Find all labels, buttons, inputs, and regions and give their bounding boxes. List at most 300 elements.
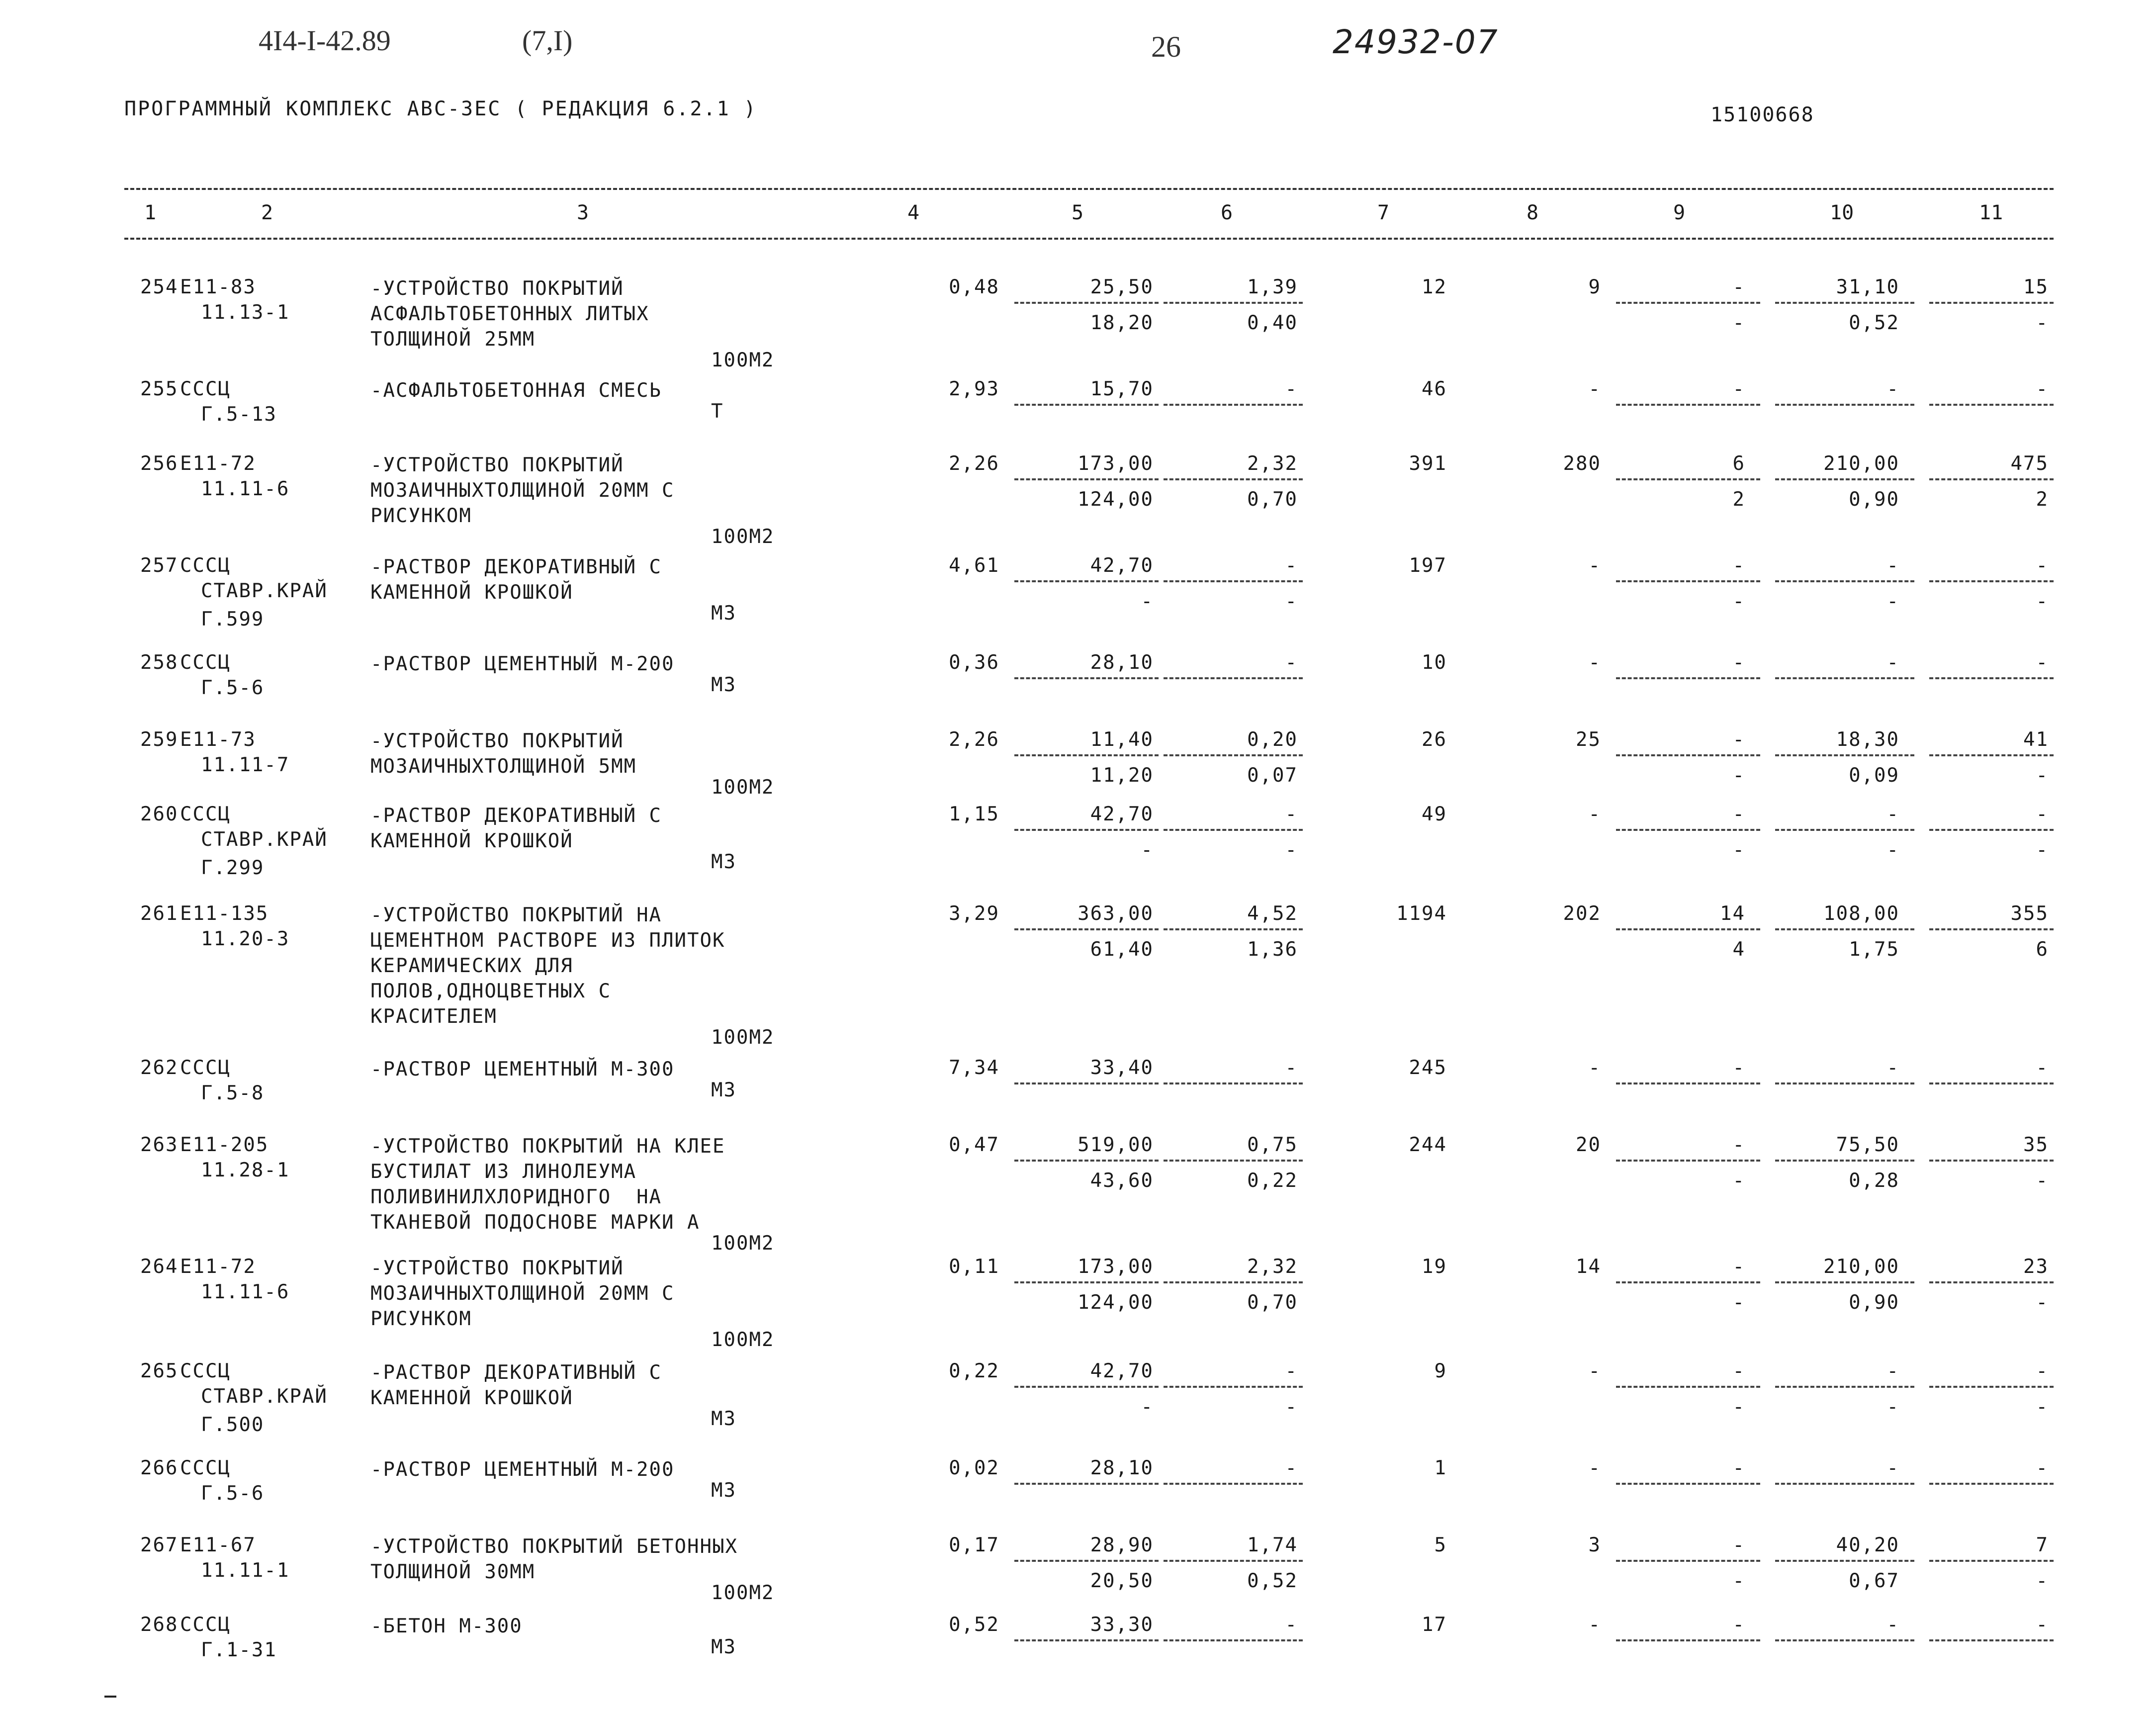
wages-cost: - bbox=[1588, 651, 1601, 674]
labor-per-unit: - bbox=[1886, 1057, 1899, 1079]
machine-wages: - bbox=[1732, 1570, 1745, 1592]
row-number: 262 bbox=[140, 1057, 179, 1079]
column-header: 10 bbox=[1830, 201, 1854, 224]
machine-wages: - bbox=[1732, 312, 1745, 334]
dashed-separator bbox=[1929, 478, 2054, 480]
labor-total: 15 bbox=[2023, 276, 2049, 298]
norm-code: СССЦ bbox=[180, 1457, 231, 1479]
machinist-labor-per-unit: - bbox=[1886, 590, 1899, 613]
norm-code: Е11-135 bbox=[180, 902, 269, 925]
quantity: 1,15 bbox=[949, 803, 999, 825]
work-name-line: КАМЕННОЙ КРОШКОЙ bbox=[370, 581, 573, 604]
labor-per-unit: 31,10 bbox=[1836, 276, 1899, 298]
unit-of-measure: М3 bbox=[711, 1408, 736, 1430]
quantity: 2,26 bbox=[949, 452, 999, 475]
unit-cost-total: 11,40 bbox=[1090, 728, 1154, 751]
unit-cost-machines: - bbox=[1285, 554, 1298, 577]
total-cost: 46 bbox=[1422, 378, 1447, 400]
norm-subcode: 11.11-6 bbox=[201, 478, 290, 500]
column-header: 2 bbox=[261, 201, 273, 224]
total-cost: 26 bbox=[1422, 728, 1447, 751]
norm-subcode: СТАВР.КРАЙ bbox=[201, 1385, 328, 1408]
row-number: 267 bbox=[140, 1534, 179, 1556]
unit-cost-total: 42,70 bbox=[1090, 554, 1154, 577]
column-header: 6 bbox=[1221, 201, 1233, 224]
column-header: 9 bbox=[1673, 201, 1686, 224]
norm-subcode: Г.5-8 bbox=[201, 1082, 265, 1104]
work-name-line: ЦЕМЕНТНОМ РАСТВОРЕ ИЗ ПЛИТОК bbox=[370, 929, 725, 952]
dashed-separator bbox=[1164, 302, 1303, 304]
work-name-line: -УСТРОЙСТВО ПОКРЫТИЙ БЕТОННЫХ bbox=[370, 1535, 738, 1558]
unit-of-measure: М3 bbox=[711, 1636, 736, 1658]
total-cost: 17 bbox=[1422, 1614, 1447, 1636]
dashed-separator bbox=[1929, 302, 2054, 304]
row-number: 254 bbox=[140, 276, 179, 298]
norm-subcode: 11.28-1 bbox=[201, 1159, 290, 1181]
quantity: 0,17 bbox=[949, 1534, 999, 1556]
work-name-line: -БЕТОН М-300 bbox=[370, 1615, 523, 1637]
dashed-separator bbox=[1164, 1386, 1303, 1388]
unit-machine-wages: 0,40 bbox=[1247, 312, 1298, 334]
unit-cost-total: 173,00 bbox=[1078, 1256, 1154, 1278]
dashed-separator bbox=[1616, 1483, 1760, 1485]
wages-cost: - bbox=[1588, 1614, 1601, 1636]
unit-cost-total: 28,90 bbox=[1090, 1534, 1154, 1556]
dashed-separator bbox=[1775, 478, 1914, 480]
work-name-line: МОЗАИЧНЫХТОЛЩИНОЙ 20ММ С bbox=[370, 1282, 675, 1305]
work-name-line: -РАСТВОР ЦЕМЕНТНЫЙ М-300 bbox=[370, 1058, 675, 1081]
quantity: 2,93 bbox=[949, 378, 999, 400]
work-name-line: -УСТРОЙСТВО ПОКРЫТИЙ bbox=[370, 277, 624, 300]
total-cost: 12 bbox=[1422, 276, 1447, 298]
labor-total: - bbox=[2036, 378, 2049, 400]
row-number: 264 bbox=[140, 1256, 179, 1278]
labor-total: - bbox=[2036, 651, 2049, 674]
total-cost: 244 bbox=[1409, 1134, 1447, 1156]
machinist-labor-per-unit: 0,52 bbox=[1849, 312, 1899, 334]
work-name-line: -УСТРОЙСТВО ПОКРЫТИЙ НА КЛЕЕ bbox=[370, 1135, 725, 1158]
unit-cost-machines: 1,74 bbox=[1247, 1534, 1298, 1556]
labor-total: - bbox=[2036, 1457, 2049, 1479]
work-name-line: МОЗАИЧНЫХТОЛЩИНОЙ 20ММ С bbox=[370, 479, 675, 502]
unit-machine-wages: - bbox=[1285, 590, 1298, 613]
dashed-separator bbox=[1775, 1160, 1914, 1162]
work-name-line: ТОЛЩИНОЙ 30ММ bbox=[370, 1561, 536, 1583]
wages-cost: 9 bbox=[1588, 276, 1601, 298]
dashed-separator bbox=[1616, 1560, 1760, 1562]
norm-code: СССЦ bbox=[180, 803, 231, 825]
labor-total: - bbox=[2036, 803, 2049, 825]
wages-cost: - bbox=[1588, 554, 1601, 577]
norm-subcode: СТАВР.КРАЙ bbox=[201, 580, 328, 602]
unit-of-measure: М3 bbox=[711, 1079, 736, 1101]
row-number: 268 bbox=[140, 1614, 179, 1636]
work-name-line: БУСТИЛАТ ИЗ ЛИНОЛЕУМА bbox=[370, 1161, 637, 1183]
dashed-separator bbox=[1616, 754, 1760, 756]
unit-machine-wages: - bbox=[1285, 839, 1298, 861]
machinist-labor-total: - bbox=[2036, 1170, 2049, 1192]
labor-total: 23 bbox=[2023, 1256, 2049, 1278]
machine-cost: - bbox=[1732, 554, 1745, 577]
machinist-labor-per-unit: 0,90 bbox=[1849, 488, 1899, 511]
unit-cost-machines: 4,52 bbox=[1247, 902, 1298, 925]
wages-cost: 14 bbox=[1576, 1256, 1601, 1278]
total-cost: 10 bbox=[1422, 651, 1447, 674]
dashed-separator bbox=[1775, 1483, 1914, 1485]
unit-of-measure: 100М2 bbox=[711, 776, 775, 799]
dashed-separator bbox=[1014, 1560, 1159, 1562]
unit-cost-machines: - bbox=[1285, 1360, 1298, 1382]
machine-cost: - bbox=[1732, 651, 1745, 674]
norm-subcode: 11.11-7 bbox=[201, 754, 290, 776]
dashed-separator bbox=[1014, 754, 1159, 756]
dashed-separator bbox=[1014, 580, 1159, 582]
wages-cost: 20 bbox=[1576, 1134, 1601, 1156]
unit-machine-wages: - bbox=[1285, 1396, 1298, 1418]
dashed-separator bbox=[1164, 478, 1303, 480]
machinist-labor-per-unit: - bbox=[1886, 1396, 1899, 1418]
labor-per-unit: 210,00 bbox=[1823, 452, 1899, 475]
total-cost: 197 bbox=[1409, 554, 1447, 577]
wages-cost: 3 bbox=[1588, 1534, 1601, 1556]
wages-cost: - bbox=[1588, 1360, 1601, 1382]
norm-subcode: 11.11-1 bbox=[201, 1559, 290, 1582]
work-name-line: ПОЛОВ,ОДНОЦВЕТНЫХ С bbox=[370, 980, 612, 1002]
work-name-line: РИСУНКОМ bbox=[370, 1308, 472, 1330]
wages-cost: - bbox=[1588, 378, 1601, 400]
dashed-separator bbox=[1929, 1639, 2054, 1641]
norm-code: СССЦ bbox=[180, 1360, 231, 1382]
unit-cost-machines: 2,32 bbox=[1247, 1256, 1298, 1278]
total-cost: 1194 bbox=[1396, 902, 1447, 925]
total-cost: 1 bbox=[1434, 1457, 1447, 1479]
document-id: 15100668 bbox=[1710, 103, 1814, 126]
dashed-separator bbox=[1775, 754, 1914, 756]
dashed-separator bbox=[1775, 829, 1914, 831]
machine-wages: 4 bbox=[1732, 938, 1745, 961]
dashed-separator bbox=[1616, 1082, 1760, 1084]
unit-of-measure: М3 bbox=[711, 1479, 736, 1502]
unit-wages: 124,00 bbox=[1078, 1291, 1154, 1314]
machine-cost: - bbox=[1732, 276, 1745, 298]
wages-cost: - bbox=[1588, 803, 1601, 825]
row-number: 266 bbox=[140, 1457, 179, 1479]
work-name-line: -РАСТВОР ЦЕМЕНТНЫЙ М-200 bbox=[370, 1458, 675, 1481]
machinist-labor-per-unit: - bbox=[1886, 839, 1899, 861]
work-name-line: КЕРАМИЧЕСКИХ ДЛЯ bbox=[370, 955, 573, 977]
dashed-separator bbox=[1164, 1483, 1303, 1485]
machine-cost: - bbox=[1732, 1614, 1745, 1636]
unit-cost-machines: - bbox=[1285, 651, 1298, 674]
dashed-separator bbox=[1929, 1386, 2054, 1388]
unit-cost-machines: 2,32 bbox=[1247, 452, 1298, 475]
row-number: 257 bbox=[140, 554, 179, 577]
dashed-separator bbox=[1616, 478, 1760, 480]
unit-of-measure: М3 bbox=[711, 674, 736, 696]
machinist-labor-per-unit: 0,90 bbox=[1849, 1291, 1899, 1314]
labor-total: - bbox=[2036, 554, 2049, 577]
unit-of-measure: Т bbox=[711, 400, 724, 423]
column-header: 7 bbox=[1377, 201, 1390, 224]
work-name-line: -АСФАЛЬТОБЕТОННАЯ СМЕСЬ bbox=[370, 379, 662, 402]
dashed-separator bbox=[1775, 1560, 1914, 1562]
dashed-separator bbox=[1929, 829, 2054, 831]
machinist-labor-per-unit: 0,09 bbox=[1849, 764, 1899, 787]
unit-machine-wages: 0,70 bbox=[1247, 1291, 1298, 1314]
row-number: 265 bbox=[140, 1360, 179, 1382]
dashed-separator bbox=[1014, 302, 1159, 304]
norm-reference: Г.299 bbox=[201, 857, 265, 879]
unit-machine-wages: 0,07 bbox=[1247, 764, 1298, 787]
unit-of-measure: 100М2 bbox=[711, 1232, 775, 1255]
norm-code: СССЦ bbox=[180, 651, 231, 674]
dashed-separator bbox=[1775, 580, 1914, 582]
document-code: 4I4-I-42.89 bbox=[259, 24, 391, 57]
machine-cost: - bbox=[1732, 1256, 1745, 1278]
labor-total: - bbox=[2036, 1614, 2049, 1636]
labor-total: 475 bbox=[2010, 452, 2049, 475]
machine-wages: - bbox=[1732, 764, 1745, 787]
quantity: 0,48 bbox=[949, 276, 999, 298]
dashed-separator bbox=[1164, 1639, 1303, 1641]
machinist-labor-total: - bbox=[2036, 1396, 2049, 1418]
machine-cost: 6 bbox=[1732, 452, 1745, 475]
norm-code: Е11-83 bbox=[180, 276, 256, 298]
dashed-separator bbox=[1616, 580, 1760, 582]
row-number: 256 bbox=[140, 452, 179, 475]
unit-cost-total: 42,70 bbox=[1090, 803, 1154, 825]
norm-subcode: Г.1-31 bbox=[201, 1639, 277, 1661]
dashed-separator bbox=[1616, 1160, 1760, 1162]
norm-subcode: 11.20-3 bbox=[201, 928, 290, 950]
dashed-separator bbox=[1164, 677, 1303, 679]
dashed-separator bbox=[1929, 677, 2054, 679]
work-name-line: ПОЛИВИНИЛХЛОРИДНОГО НА bbox=[370, 1186, 662, 1208]
row-number: 261 bbox=[140, 902, 179, 925]
machinist-labor-per-unit: 1,75 bbox=[1849, 938, 1899, 961]
machinist-labor-total: 6 bbox=[2036, 938, 2049, 961]
header-rule-bottom bbox=[124, 238, 2054, 240]
dashed-separator bbox=[1775, 1281, 1914, 1283]
quantity: 3,29 bbox=[949, 902, 999, 925]
total-cost: 49 bbox=[1422, 803, 1447, 825]
row-number: 258 bbox=[140, 651, 179, 674]
work-name-line: -РАСТВОР ДЕКОРАТИВНЫЙ С bbox=[370, 1361, 662, 1384]
norm-code: СССЦ bbox=[180, 378, 231, 400]
dashed-separator bbox=[1616, 404, 1760, 406]
dashed-separator bbox=[1775, 302, 1914, 304]
column-header: 11 bbox=[1979, 201, 2003, 224]
dashed-separator bbox=[1014, 404, 1159, 406]
dashed-separator bbox=[1164, 1160, 1303, 1162]
dashed-separator bbox=[1775, 404, 1914, 406]
machine-cost: - bbox=[1732, 803, 1745, 825]
dashed-separator bbox=[1616, 928, 1760, 930]
machine-cost: - bbox=[1732, 378, 1745, 400]
norm-code: Е11-67 bbox=[180, 1534, 256, 1556]
sheet-number: (7,I) bbox=[522, 24, 573, 57]
work-name-line: КАМЕННОЙ КРОШКОЙ bbox=[370, 1387, 573, 1409]
norm-code: СССЦ bbox=[180, 554, 231, 577]
wages-cost: 25 bbox=[1576, 728, 1601, 751]
norm-code: СССЦ bbox=[180, 1614, 231, 1636]
total-cost: 9 bbox=[1434, 1360, 1447, 1382]
norm-subcode: Г.5-13 bbox=[201, 403, 277, 426]
dashed-separator bbox=[1929, 1082, 2054, 1084]
unit-machine-wages: 0,70 bbox=[1247, 488, 1298, 511]
dashed-separator bbox=[1164, 928, 1303, 930]
dashed-separator bbox=[1014, 1160, 1159, 1162]
quantity: 0,11 bbox=[949, 1256, 999, 1278]
dashed-separator bbox=[1775, 1639, 1914, 1641]
dashed-separator bbox=[1014, 928, 1159, 930]
labor-total: - bbox=[2036, 1360, 2049, 1382]
quantity: 4,61 bbox=[949, 554, 999, 577]
quantity: 0,02 bbox=[949, 1457, 999, 1479]
norm-code: Е11-72 bbox=[180, 452, 256, 475]
work-name-line: АСФАЛЬТОБЕТОННЫХ ЛИТЫХ bbox=[370, 303, 649, 325]
work-name-line: ТОЛЩИНОЙ 25ММ bbox=[370, 328, 536, 351]
unit-cost-machines: - bbox=[1285, 803, 1298, 825]
quantity: 7,34 bbox=[949, 1057, 999, 1079]
quantity: 0,36 bbox=[949, 651, 999, 674]
unit-cost-machines: - bbox=[1285, 1457, 1298, 1479]
quantity: 0,47 bbox=[949, 1134, 999, 1156]
total-cost: 391 bbox=[1409, 452, 1447, 475]
handwritten-reference: 24932-07 bbox=[1333, 23, 1499, 61]
dashed-separator bbox=[1014, 478, 1159, 480]
dashed-separator bbox=[1929, 1160, 2054, 1162]
unit-cost-machines: 0,75 bbox=[1247, 1134, 1298, 1156]
norm-code: Е11-73 bbox=[180, 728, 256, 751]
dashed-separator bbox=[1929, 1560, 2054, 1562]
machinist-labor-total: 2 bbox=[2036, 488, 2049, 511]
column-header: 3 bbox=[577, 201, 589, 224]
dashed-separator bbox=[1014, 1386, 1159, 1388]
unit-machine-wages: 1,36 bbox=[1247, 938, 1298, 961]
labor-per-unit: - bbox=[1886, 554, 1899, 577]
labor-per-unit: 210,00 bbox=[1823, 1256, 1899, 1278]
unit-of-measure: 100М2 bbox=[711, 1582, 775, 1604]
wages-cost: 280 bbox=[1563, 452, 1601, 475]
labor-total: 7 bbox=[2036, 1534, 2049, 1556]
machine-wages: - bbox=[1732, 1170, 1745, 1192]
work-name-line: РИСУНКОМ bbox=[370, 505, 472, 527]
dashed-separator bbox=[1775, 1082, 1914, 1084]
dashed-separator bbox=[1616, 677, 1760, 679]
labor-per-unit: - bbox=[1886, 651, 1899, 674]
dashed-separator bbox=[1929, 1483, 2054, 1485]
page-number: 26 bbox=[1151, 30, 1181, 63]
dashed-separator bbox=[1164, 754, 1303, 756]
machinist-labor-per-unit: 0,28 bbox=[1849, 1170, 1899, 1192]
dashed-separator bbox=[1616, 302, 1760, 304]
quantity: 0,22 bbox=[949, 1360, 999, 1382]
machine-cost: - bbox=[1732, 1134, 1745, 1156]
labor-per-unit: 108,00 bbox=[1823, 902, 1899, 925]
unit-wages: 18,20 bbox=[1090, 312, 1154, 334]
unit-of-measure: 100М2 bbox=[711, 1329, 775, 1351]
work-name-line: -УСТРОЙСТВО ПОКРЫТИЙ НА bbox=[370, 904, 662, 926]
work-name-line: -РАСТВОР ДЕКОРАТИВНЫЙ С bbox=[370, 556, 662, 578]
column-header: 1 bbox=[144, 201, 157, 224]
work-name-line: ТКАНЕВОЙ ПОДОСНОВЕ МАРКИ А bbox=[370, 1211, 700, 1234]
dashed-separator bbox=[1164, 1281, 1303, 1283]
labor-per-unit: 18,30 bbox=[1836, 728, 1899, 751]
labor-per-unit: - bbox=[1886, 378, 1899, 400]
norm-subcode: Г.5-6 bbox=[201, 1482, 265, 1505]
unit-wages: 43,60 bbox=[1090, 1170, 1154, 1192]
dashed-separator bbox=[1775, 1386, 1914, 1388]
machine-wages: - bbox=[1732, 1291, 1745, 1314]
work-name-line: -УСТРОЙСТВО ПОКРЫТИЙ bbox=[370, 454, 624, 476]
dashed-separator bbox=[1164, 1082, 1303, 1084]
work-name-line: КРАСИТЕЛЕМ bbox=[370, 1005, 497, 1028]
column-header: 8 bbox=[1527, 201, 1539, 224]
unit-cost-machines: 1,39 bbox=[1247, 276, 1298, 298]
row-number: 260 bbox=[140, 803, 179, 825]
dashed-separator bbox=[1014, 1639, 1159, 1641]
dashed-separator bbox=[1775, 677, 1914, 679]
machinist-labor-total: - bbox=[2036, 839, 2049, 861]
unit-wages: - bbox=[1141, 1396, 1154, 1418]
work-name-line: МОЗАИЧНЫХТОЛЩИНОЙ 5ММ bbox=[370, 755, 637, 778]
row-number: 259 bbox=[140, 728, 179, 751]
labor-per-unit: - bbox=[1886, 1457, 1899, 1479]
dashed-separator bbox=[1616, 1639, 1760, 1641]
labor-per-unit: 40,20 bbox=[1836, 1534, 1899, 1556]
dashed-separator bbox=[1929, 928, 2054, 930]
row-number: 255 bbox=[140, 378, 179, 400]
labor-total: 35 bbox=[2023, 1134, 2049, 1156]
dashed-separator bbox=[1775, 928, 1914, 930]
machinist-labor-per-unit: 0,67 bbox=[1849, 1570, 1899, 1592]
dashed-separator bbox=[1929, 1281, 2054, 1283]
unit-cost-machines: - bbox=[1285, 1057, 1298, 1079]
unit-cost-total: 15,70 bbox=[1090, 378, 1154, 400]
work-name-line: -УСТРОЙСТВО ПОКРЫТИЙ bbox=[370, 1257, 624, 1279]
machine-wages: - bbox=[1732, 1396, 1745, 1418]
unit-machine-wages: 0,52 bbox=[1247, 1570, 1298, 1592]
dashed-separator bbox=[1616, 1386, 1760, 1388]
unit-wages: 124,00 bbox=[1078, 488, 1154, 511]
dashed-separator bbox=[1929, 580, 2054, 582]
norm-code: Е11-205 bbox=[180, 1134, 269, 1156]
wages-cost: - bbox=[1588, 1457, 1601, 1479]
machine-cost: - bbox=[1732, 1360, 1745, 1382]
work-name-line: -РАСТВОР ЦЕМЕНТНЫЙ М-200 bbox=[370, 653, 675, 675]
unit-wages: 61,40 bbox=[1090, 938, 1154, 961]
labor-per-unit: 75,50 bbox=[1836, 1134, 1899, 1156]
unit-cost-total: 33,30 bbox=[1090, 1614, 1154, 1636]
labor-per-unit: - bbox=[1886, 803, 1899, 825]
unit-of-measure: 100М2 bbox=[711, 526, 775, 548]
dashed-separator bbox=[1616, 1281, 1760, 1283]
dashed-separator bbox=[1616, 829, 1760, 831]
unit-cost-total: 173,00 bbox=[1078, 452, 1154, 475]
dashed-separator bbox=[1164, 829, 1303, 831]
unit-wages: - bbox=[1141, 590, 1154, 613]
norm-reference: Г.500 bbox=[201, 1414, 265, 1436]
machinist-labor-total: - bbox=[2036, 1291, 2049, 1314]
machinist-labor-total: - bbox=[2036, 590, 2049, 613]
norm-code: Е11-72 bbox=[180, 1256, 256, 1278]
quantity: 0,52 bbox=[949, 1614, 999, 1636]
machine-wages: 2 bbox=[1732, 488, 1745, 511]
machinist-labor-total: - bbox=[2036, 312, 2049, 334]
work-name-line: -РАСТВОР ДЕКОРАТИВНЫЙ С bbox=[370, 805, 662, 827]
dashed-separator bbox=[1164, 404, 1303, 406]
